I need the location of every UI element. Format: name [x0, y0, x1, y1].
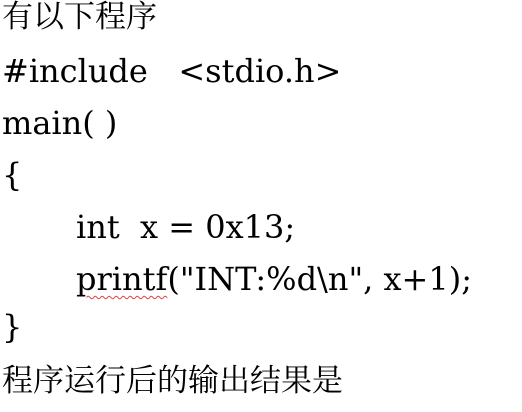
code-open-brace: { [2, 156, 23, 194]
question-prompt: 程序运行后的输出结果是 [2, 363, 343, 399]
question-intro: 有以下程序 [2, 0, 157, 35]
code-printf-line [76, 254, 472, 304]
code-close-brace: } [2, 308, 23, 346]
printf-arguments: ("INT:%d\n", x+1); [167, 260, 472, 298]
printf-keyword: printf [76, 260, 168, 298]
code-main-signature: main( ) [2, 104, 118, 142]
code-include-line: #include <stdio.h> [2, 52, 342, 90]
code-declaration: int x = 0x13; [76, 208, 296, 246]
